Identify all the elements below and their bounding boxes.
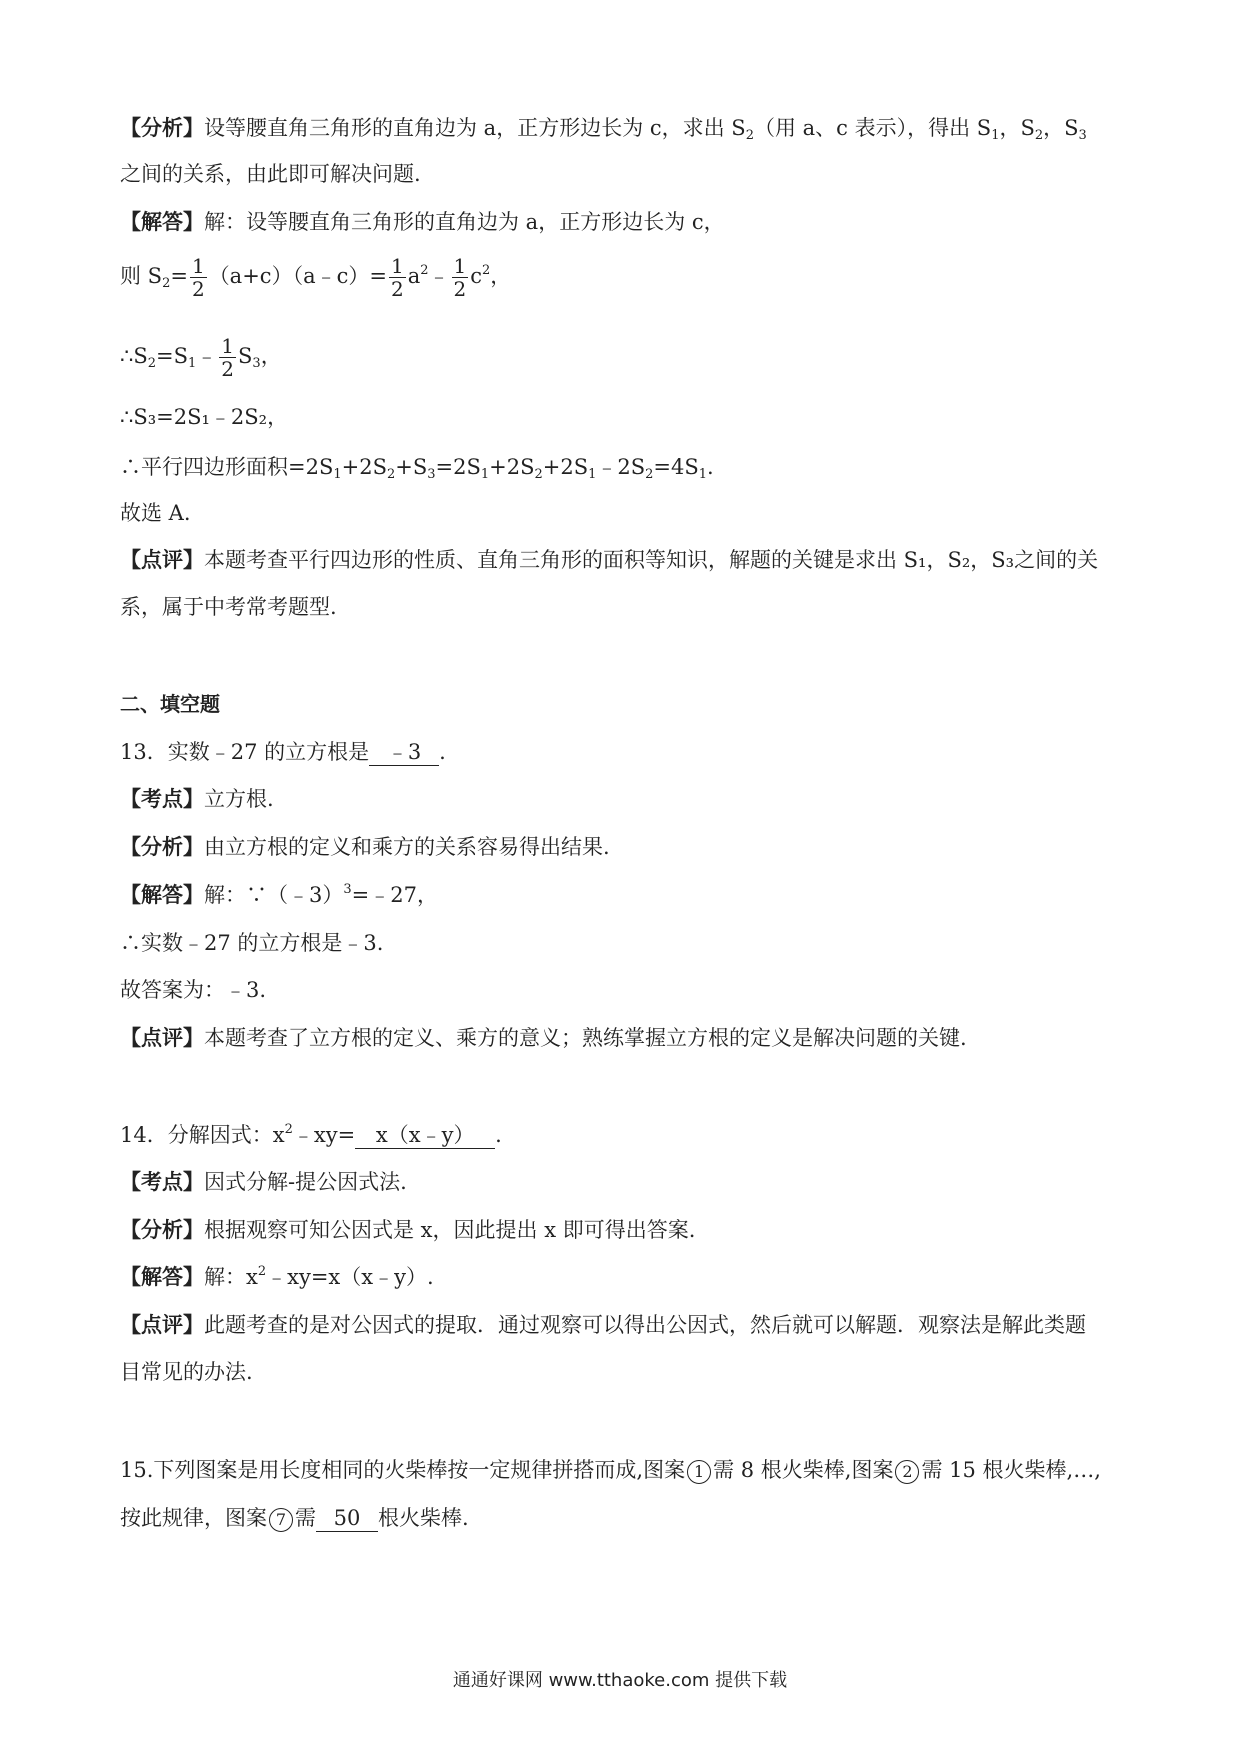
q15-answer: 50 bbox=[316, 1505, 378, 1532]
solution-eq-3: ∴S₃=2S₁﹣2S₂， bbox=[120, 405, 289, 429]
q13-stem: 13．实数﹣27 的立方根是 ﹣3 . bbox=[120, 740, 446, 764]
circled-number-1: 1 bbox=[687, 1460, 711, 1484]
q13-jieda: 【解答】解：∵（﹣3）$^3$=﹣27， bbox=[120, 882, 438, 907]
q13-line-3: 故答案为：﹣3. bbox=[120, 978, 267, 1002]
fraction-half: $\frac{1}{2}$ bbox=[390, 254, 404, 301]
solution-tag: 【解答】 bbox=[120, 210, 204, 234]
analysis-line-1: 【分析】设等腰直角三角形的直角边为 a，正方形边长为 c，求出 $S_2$（用 a、c 表示），得出 $S_1$，$S_2$，$S_3$ bbox=[120, 116, 1087, 143]
q14-dianping-1: 【点评】此题考查的是对公因式的提取．通过观察可以得出公因式，然后就可以解题．观察法是解此类题 bbox=[120, 1313, 1086, 1337]
q14-answer: x（x﹣y） bbox=[355, 1122, 495, 1149]
q15-line-2: 按此规律，图案 7 需 50 根火柴棒. bbox=[120, 1506, 469, 1530]
solution-line-1: 【解答】解：设等腰直角三角形的直角边为 a，正方形边长为 c， bbox=[120, 210, 725, 234]
q14-jieda: 【解答】解：$x^2﹣xy=x(x﹣y)$. bbox=[120, 1264, 434, 1289]
section-title: 二、填空题 bbox=[120, 692, 220, 716]
solution-eq-1: 则 $S_2=$ $\frac{1}{2}$ （a+c）（a﹣c）= $\frac{1}{2}$ $a^2﹣$ $\frac{1}{2}$ $c^2$， bbox=[120, 254, 512, 301]
circled-number-2: 2 bbox=[895, 1460, 919, 1484]
q13-answer: ﹣3 bbox=[369, 739, 439, 766]
circled-number-7: 7 bbox=[269, 1508, 293, 1532]
q14-kaodian: 【考点】因式分解-提公因式法. bbox=[120, 1170, 407, 1194]
fraction-half: $\frac{1}{2}$ bbox=[453, 254, 467, 301]
q13-line-2: ∴实数﹣27 的立方根是﹣3. bbox=[120, 931, 384, 955]
comment-tag: 【点评】 bbox=[120, 548, 204, 572]
q15-line-1: 15.下列图案是用长度相同的火柴棒按一定规律拼搭而成,图案 1 需 8 根火柴棒,图案 2 需 15 根火柴棒,…, bbox=[120, 1458, 1101, 1482]
analysis-line-2: 之间的关系，由此即可解决问题. bbox=[120, 162, 421, 186]
comment-line-2: 系，属于中考常考题型. bbox=[120, 595, 337, 619]
solution-eq-4: ∴平行四边形面积$=2S_1+2S_2+S_3=2S_1+2S_2+2S_1﹣2S_2=4S_1$. bbox=[120, 455, 714, 482]
q13-fenxi: 【分析】由立方根的定义和乘方的关系容易得出结果. bbox=[120, 835, 610, 859]
analysis-tag: 【分析】 bbox=[120, 116, 204, 140]
solution-eq-2: $\therefore S_2=S_1﹣$ $\frac{1}{2}$ $S_3$， bbox=[120, 334, 282, 381]
fraction-half: $\frac{1}{2}$ bbox=[191, 254, 205, 301]
page-footer: 通通好课网 www.tthaoke.com 提供下载 bbox=[452, 1670, 788, 1691]
q13-dianping: 【点评】本题考查了立方根的定义、乘方的意义；熟练掌握立方根的定义是解决问题的关键. bbox=[120, 1026, 967, 1050]
comment-line-1: 【点评】本题考查平行四边形的性质、直角三角形的面积等知识，解题的关键是求出 S₁，S₂，S₃之间的关 bbox=[120, 548, 1099, 572]
q13-kaodian: 【考点】立方根. bbox=[120, 787, 274, 811]
q14-dianping-2: 目常见的办法. bbox=[120, 1360, 253, 1384]
solution-conclusion: 故选 A. bbox=[120, 501, 191, 525]
q14-stem: 14．分解因式：$x^2﹣xy=$ x（x﹣y） . bbox=[120, 1122, 502, 1147]
fraction-half: $\frac{1}{2}$ bbox=[221, 334, 235, 381]
q14-fenxi: 【分析】根据观察可知公因式是 x，因此提出 x 即可得出答案. bbox=[120, 1218, 696, 1242]
